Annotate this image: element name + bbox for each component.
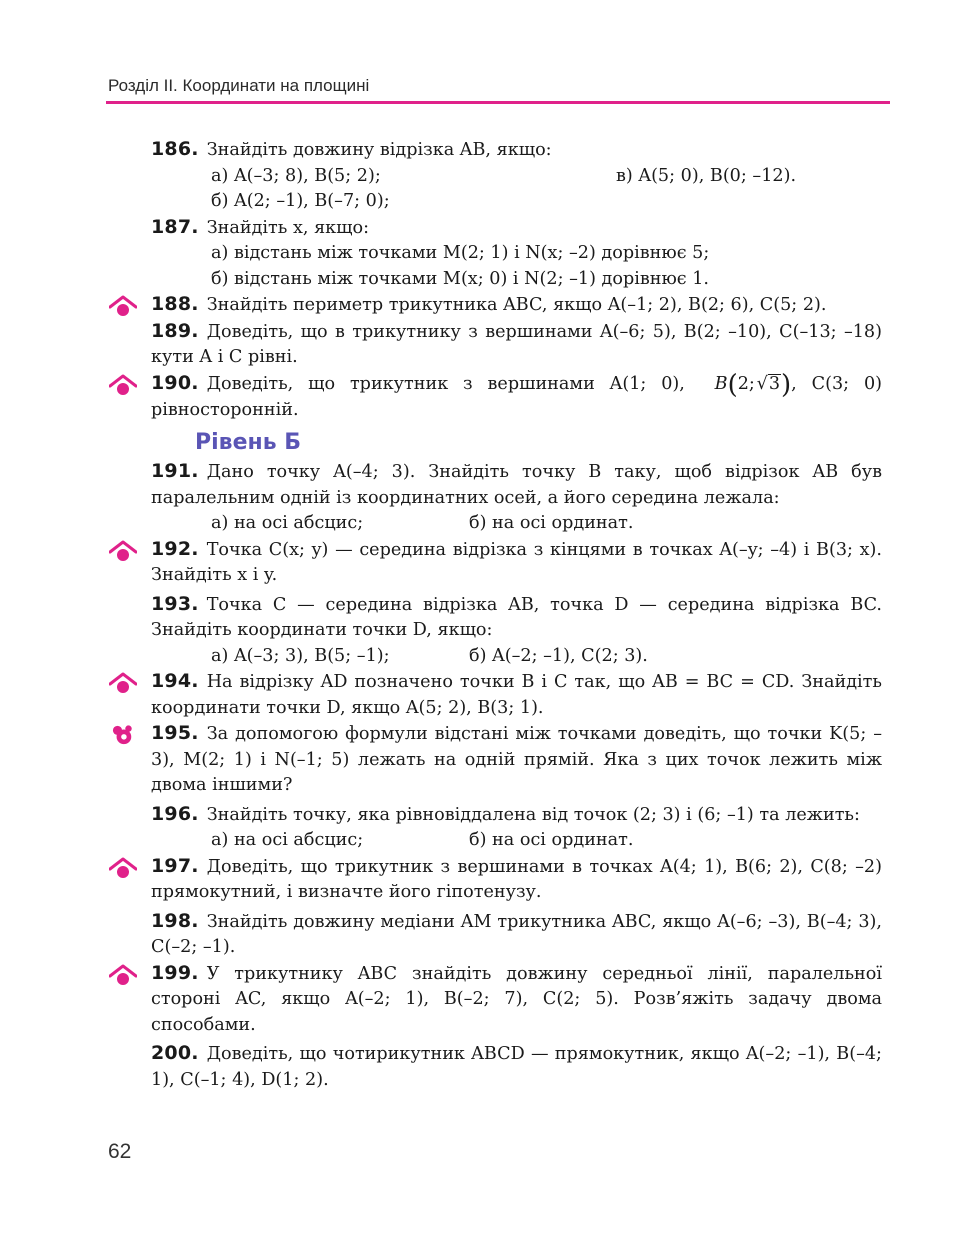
point-b-sqrt3: B(2; √3)	[714, 369, 792, 400]
task-option-a: а) A(–3; 8), B(5; 2);	[211, 165, 381, 186]
task-text: Дано точку A(–4; 3). Знайдіть точку B таку, щоб відрізок AB був паралельним одній із координатних осей, а його середина лежала:	[151, 462, 882, 508]
task-199	[151, 961, 882, 1039]
task-text: Доведіть, що трикутник з вершинами в точках A(4; 1), B(6; 2), C(8; –2) прямокутний, і визначте його гіпотенузу.	[151, 856, 882, 902]
exercise-list	[151, 137, 882, 1093]
task-number: 195.	[151, 722, 199, 744]
task-text-part2: , C(3; 0) рівносторонній.	[151, 373, 882, 420]
task-text: Знайдіть периметр трикутника ABC, якщо A(–1; 2), B(2; 6), C(5; 2).	[206, 295, 827, 315]
task-197	[151, 854, 882, 906]
home-task-icon	[109, 672, 137, 694]
task-186	[151, 137, 882, 215]
task-text: За допомогою формули відстані між точками доведіть, що точки K(5; –3), M(2; 1) і N(–1; 5) лежать на одній прямій. Яка з цих точок лежить між двома іншими?	[151, 724, 882, 795]
task-190	[151, 371, 882, 424]
task-text: Знайдіть x, якщо:	[206, 217, 370, 238]
task-193	[151, 592, 882, 670]
task-option-a: а) відстань між точками M(2; 1) і N(x; –2) дорівнює 5;	[211, 243, 710, 263]
home-task-icon	[109, 964, 137, 986]
task-194	[151, 669, 882, 721]
task-text: Знайдіть довжину медіани AM трикутника ABC, якщо A(–6; –3), B(–4; 3), C(–2; –1).	[151, 911, 882, 957]
home-task-icon	[109, 540, 137, 562]
task-number: 197.	[151, 854, 199, 877]
task-text: У трикутнику ABC знайдіть довжину середньої лінії, паралельної стороні AC, якщо A(–2; 1), B(–2; 7), C(2; 5). Розв’яжіть задачу двома способами.	[151, 963, 882, 1035]
task-text: Точка C — середина відрізка AB, точка D — середина відрізка BC. Знайдіть координати точки D, якщо:	[151, 594, 882, 640]
task-188	[151, 292, 882, 319]
level-heading: Рівень Б	[195, 429, 302, 455]
task-option-b: б) відстань між точками M(x; 0) і N(2; –1) дорівнює 1.	[211, 268, 710, 289]
task-option-a: а) на осі абсцис;	[211, 513, 364, 533]
home-task-icon	[109, 857, 137, 879]
task-text: Точка C(x; y) — середина відрізка з кінцями в точках A(–y; –4) і B(3; x). Знайдіть x і y.	[151, 539, 882, 585]
task-195	[151, 721, 882, 799]
task-text: Знайдіть довжину відрізка AB, якщо:	[206, 140, 552, 160]
task-number: 188.	[151, 293, 199, 315]
task-number: 187.	[151, 215, 199, 238]
task-option-a: а) A(–3; 3), B(5; –1);	[211, 645, 390, 666]
task-number: 198.	[151, 909, 199, 932]
task-189	[151, 319, 882, 371]
task-192	[151, 537, 882, 589]
task-text: Знайдіть точку, яка рівновіддалена від точок (2; 3) і (6; –1) та лежить:	[206, 804, 860, 825]
task-text: Доведіть, що чотирикутник ABCD — прямокутник, якщо A(–2; –1), B(–4; 1), C(–1; 4), D(1; 2).	[151, 1044, 882, 1090]
task-text: Доведіть, що в трикутнику з вершинами A(–6; 5), B(2; –10), C(–13; –18) кути A і C рівні.	[151, 321, 882, 367]
task-number: 190.	[151, 371, 199, 394]
task-196	[151, 802, 882, 854]
task-text: На відрізку AD позначено точки B і C так, що AB = BC = CD. Знайдіть координати точки D, якщо A(5; 2), B(3; 1).	[151, 672, 882, 718]
task-number: 199.	[151, 961, 199, 984]
running-header: Розділ ІІ. Координати на площині	[108, 76, 370, 95]
task-number: 194.	[151, 670, 199, 692]
task-200	[151, 1041, 882, 1093]
task-number: 200.	[151, 1042, 199, 1064]
task-option-b: б) A(–2; –1), C(2; 3).	[469, 645, 648, 666]
task-option-b: б) на осі ординат.	[469, 513, 634, 533]
creative-task-icon	[109, 724, 137, 746]
page-number: 62	[108, 1140, 132, 1163]
task-187	[151, 215, 882, 293]
task-number: 196.	[151, 802, 199, 825]
header-divider	[106, 101, 890, 104]
task-option-b: б) A(2; –1), B(–7; 0);	[211, 191, 390, 211]
task-191	[151, 459, 882, 537]
task-number: 189.	[151, 319, 199, 342]
task-option-b: б) на осі ординат.	[469, 830, 634, 850]
task-text-part1: Доведіть, що трикутник з вершинами A(1; 0),	[206, 373, 685, 394]
task-198	[151, 909, 882, 961]
home-task-icon	[109, 295, 137, 317]
home-task-icon	[109, 374, 137, 396]
task-option-c: в) A(5; 0), B(0; –12).	[616, 165, 797, 186]
task-number: 186.	[151, 138, 199, 160]
task-option-a: а) на осі абсцис;	[211, 830, 364, 850]
task-number: 193.	[151, 592, 199, 615]
task-number: 191.	[151, 460, 199, 482]
task-number: 192.	[151, 537, 199, 560]
